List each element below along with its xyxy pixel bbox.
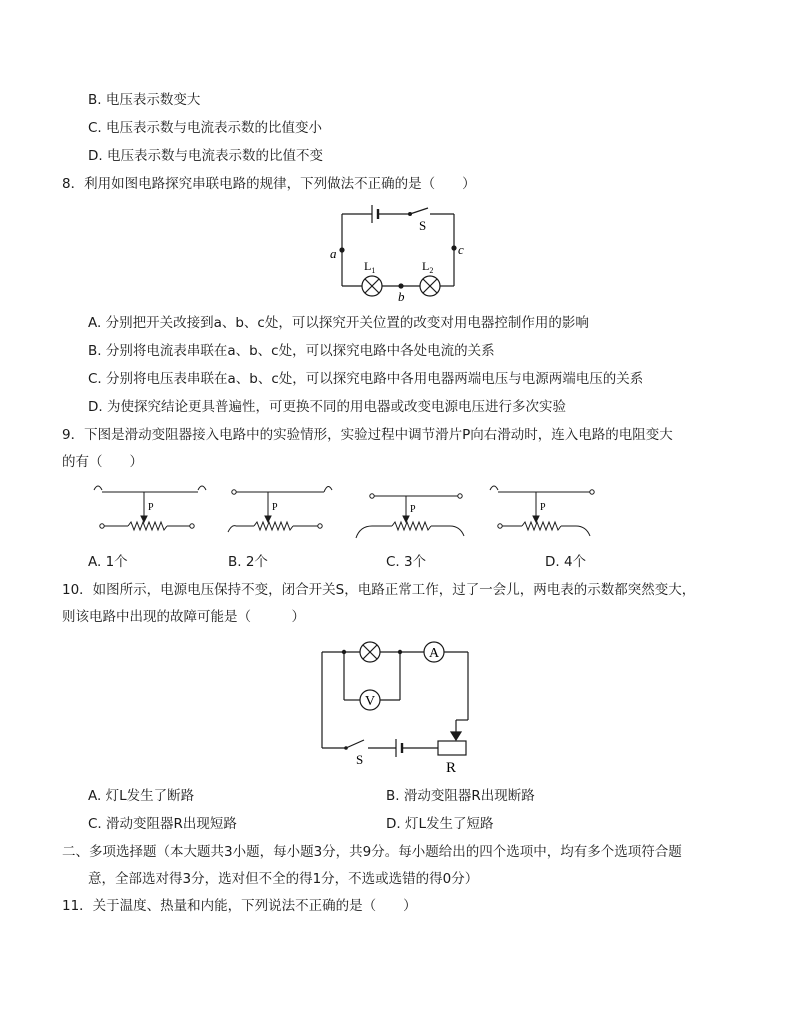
q7-option-b: B. 电压表示数变大 [88,92,201,108]
bulb-l1-label: $L_1$ [364,259,376,275]
rheostat-figure-2 [228,486,332,532]
node-b [398,283,403,288]
q8-series-circuit-figure [328,200,468,304]
q9-option-c: C. 3个 [386,554,427,570]
switch-pivot [408,212,412,216]
q8-option-d: D. 为使探究结论更具普遍性，可更换不同的用电器或改变电源电压进行多次实验 [88,399,566,415]
q9-option-b: B. 2个 [228,554,268,570]
q10-circuit-figure [316,636,486,776]
bulb-l2-label: $L_2$ [422,259,434,275]
q9-option-d: D. 4个 [545,554,587,570]
q7-option-d: D. 电压表示数与电流表示数的比值不变 [88,148,323,164]
q10-stem-line2: 则该电路中出现的故障可能是（ ） [62,609,305,625]
q8-option-a: A. 分别把开关改接到a、b、c处，可以探究开关位置的改变对用电器控制作用的影响 [88,315,589,331]
slider-p-label-1: P [148,502,154,513]
q9-stem-line2: 的有（ ） [62,454,143,470]
point-b-label: b [398,289,405,304]
switch-pivot [344,746,348,750]
section-2-heading-line1: 二、多项选择题（本大题共3小题，每小题3分，共9分。每小题给出的四个选项中，均有多个选项符合题 [62,844,682,860]
point-a-label: a [330,246,337,261]
junction-left [342,650,346,654]
q10-option-b: B. 滑动变阻器R出现断路 [386,788,535,804]
q8-option-c: C. 分别将电压表串联在a、b、c处，可以探究电路中各用电器两端电压与电源两端电压的关系 [88,371,644,387]
switch-label: S [419,218,427,233]
q10-stem-line1: 10．如图所示，电源电压保持不变，闭合开关S，电路正常工作，过了一会儿，两电表的示数都突然变大， [62,582,696,598]
slider-p-label-4: P [540,502,546,513]
q9-option-a: A. 1个 [88,554,128,570]
rheostat-figure-3 [356,494,464,538]
q8-stem: 8．利用如图电路探究串联电路的规律，下列做法不正确的是（ ） [62,176,476,192]
section-2-heading-line2: 意，全部选对得3分，选对但不全的得1分，不选或选错的得0分） [88,871,479,887]
point-c-label: c [458,242,464,257]
q9-stem-line1: 9．下图是滑动变阻器接入电路中的实验情形，实验过程中调节滑片P向右滑动时，连入电路的电阻变大 [62,427,673,443]
voltmeter-label: V [364,694,376,709]
rheostat-label: R [446,760,457,776]
q7-option-c: C. 电压表示数与电流表示数的比值变小 [88,120,323,136]
q9-rheostat-figures [88,480,608,544]
ammeter-label: A [428,646,440,661]
q10-option-a: A. 灯L发生了断路 [88,788,195,804]
q8-option-b: B. 分别将电流表串联在a、b、c处，可以探究电路中各处电流的关系 [88,343,495,359]
q11-stem: 11．关于温度、热量和内能，下列说法不正确的是（ ） [62,898,417,914]
node-c [451,245,456,250]
slider-p-label-3: P [410,504,416,515]
junction-right [398,650,402,654]
q10-option-c: C. 滑动变阻器R出现短路 [88,816,237,832]
switch-label: S [356,752,364,767]
q10-option-d: D. 灯L发生了短路 [386,816,494,832]
slider-p-label-2: P [272,502,278,513]
node-a [339,247,344,252]
